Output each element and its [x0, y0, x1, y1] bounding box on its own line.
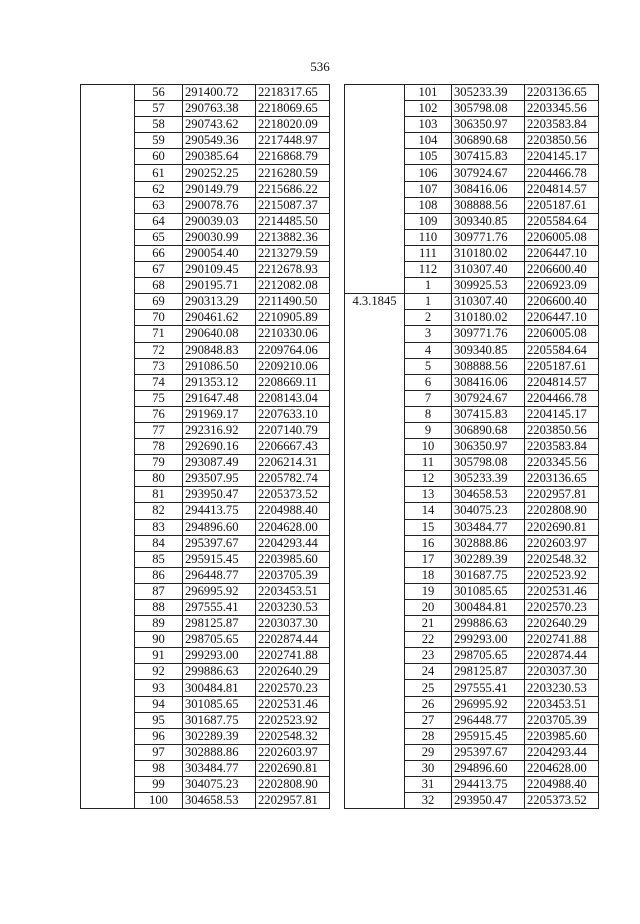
y-coordinate: 2204628.00: [525, 760, 599, 776]
x-coordinate: 293950.47: [452, 793, 525, 809]
point-number: 59: [135, 133, 183, 149]
y-coordinate: 2206600.40: [525, 262, 599, 278]
point-number: 29: [405, 744, 452, 760]
point-number: 1: [405, 294, 452, 310]
point-number: 31: [405, 777, 452, 793]
y-coordinate: 2203850.56: [525, 133, 599, 149]
point-number: 24: [405, 664, 452, 680]
x-coordinate: 299293.00: [452, 632, 525, 648]
point-number: 74: [135, 374, 183, 390]
x-coordinate: 301085.65: [452, 583, 525, 599]
table-row: [345, 294, 599, 310]
y-coordinate: 2202874.44: [525, 648, 599, 664]
point-number: 56: [135, 85, 183, 101]
point-number: 6: [405, 374, 452, 390]
coordinates-table-left: [80, 84, 330, 809]
point-number: 92: [135, 664, 183, 680]
y-coordinate: 2218020.09: [256, 117, 330, 133]
x-coordinate: 309925.53: [452, 278, 525, 294]
point-number: 81: [135, 487, 183, 503]
point-number: 4: [405, 342, 452, 358]
y-coordinate: 2204466.78: [525, 390, 599, 406]
x-coordinate: 309771.76: [452, 326, 525, 342]
y-coordinate: 2203230.53: [525, 680, 599, 696]
y-coordinate: 2216280.59: [256, 165, 330, 181]
point-number: 68: [135, 278, 183, 294]
y-coordinate: 2213279.59: [256, 245, 330, 261]
x-coordinate: 290149.79: [183, 181, 256, 197]
y-coordinate: 2204466.78: [525, 165, 599, 181]
point-number: 63: [135, 197, 183, 213]
right-table-body: [345, 85, 599, 809]
section-label-cell: [81, 85, 135, 809]
x-coordinate: 290054.40: [183, 245, 256, 261]
x-coordinate: 300484.81: [452, 600, 525, 616]
y-coordinate: 2202603.97: [256, 744, 330, 760]
point-number: 73: [135, 358, 183, 374]
y-coordinate: 2204814.57: [525, 374, 599, 390]
point-number: 8: [405, 406, 452, 422]
point-number: 21: [405, 616, 452, 632]
point-number: 88: [135, 600, 183, 616]
y-coordinate: 2206447.10: [525, 245, 599, 261]
point-number: 79: [135, 455, 183, 471]
point-number: 16: [405, 535, 452, 551]
point-number: 80: [135, 471, 183, 487]
x-coordinate: 302289.39: [452, 551, 525, 567]
y-coordinate: 2202690.81: [256, 760, 330, 776]
x-coordinate: 304658.53: [183, 793, 256, 809]
x-coordinate: 290549.36: [183, 133, 256, 149]
coordinates-table-right: [344, 84, 599, 809]
point-number: 75: [135, 390, 183, 406]
y-coordinate: 2217448.97: [256, 133, 330, 149]
y-coordinate: 2202548.32: [525, 551, 599, 567]
point-number: 69: [135, 294, 183, 310]
x-coordinate: 290763.38: [183, 101, 256, 117]
x-coordinate: 298125.87: [183, 616, 256, 632]
y-coordinate: 2210330.06: [256, 326, 330, 342]
y-coordinate: 2203705.39: [525, 712, 599, 728]
y-coordinate: 2202808.90: [256, 777, 330, 793]
y-coordinate: 2203136.65: [525, 471, 599, 487]
y-coordinate: 2206923.09: [525, 278, 599, 294]
x-coordinate: 294413.75: [183, 503, 256, 519]
x-coordinate: 290313.29: [183, 294, 256, 310]
x-coordinate: 291353.12: [183, 374, 256, 390]
point-number: 99: [135, 777, 183, 793]
y-coordinate: 2205373.52: [525, 793, 599, 809]
y-coordinate: 2215686.22: [256, 181, 330, 197]
x-coordinate: 301687.75: [452, 567, 525, 583]
point-number: 11: [405, 455, 452, 471]
y-coordinate: 2202741.88: [256, 648, 330, 664]
y-coordinate: 2216868.79: [256, 149, 330, 165]
point-number: 112: [405, 262, 452, 278]
left-table-body: [81, 85, 330, 809]
point-number: 17: [405, 551, 452, 567]
x-coordinate: 306350.97: [452, 439, 525, 455]
point-number: 23: [405, 648, 452, 664]
y-coordinate: 2202957.81: [525, 487, 599, 503]
x-coordinate: 302888.86: [183, 744, 256, 760]
x-coordinate: 307415.83: [452, 406, 525, 422]
x-coordinate: 295915.45: [452, 728, 525, 744]
y-coordinate: 2202548.32: [256, 728, 330, 744]
point-number: 89: [135, 616, 183, 632]
y-coordinate: 2213882.36: [256, 229, 330, 245]
x-coordinate: 309340.85: [452, 342, 525, 358]
x-coordinate: 307924.67: [452, 390, 525, 406]
y-coordinate: 2203345.56: [525, 455, 599, 471]
point-number: 82: [135, 503, 183, 519]
table-row: [345, 85, 599, 101]
point-number: 108: [405, 197, 452, 213]
point-number: 10: [405, 439, 452, 455]
x-coordinate: 293087.49: [183, 455, 256, 471]
x-coordinate: 296448.77: [183, 567, 256, 583]
y-coordinate: 2203583.84: [525, 117, 599, 133]
x-coordinate: 290252.25: [183, 165, 256, 181]
y-coordinate: 2211490.50: [256, 294, 330, 310]
x-coordinate: 299886.63: [452, 616, 525, 632]
y-coordinate: 2205373.52: [256, 487, 330, 503]
point-number: 110: [405, 229, 452, 245]
point-number: 96: [135, 728, 183, 744]
point-number: 14: [405, 503, 452, 519]
point-number: 28: [405, 728, 452, 744]
point-number: 87: [135, 583, 183, 599]
y-coordinate: 2202957.81: [256, 793, 330, 809]
x-coordinate: 310307.40: [452, 294, 525, 310]
section-label-cell: [345, 85, 405, 294]
y-coordinate: 2205187.61: [525, 358, 599, 374]
y-coordinate: 2203453.51: [525, 696, 599, 712]
x-coordinate: 295397.67: [183, 535, 256, 551]
point-number: 84: [135, 535, 183, 551]
x-coordinate: 298125.87: [452, 664, 525, 680]
y-coordinate: 2202570.23: [256, 680, 330, 696]
x-coordinate: 299293.00: [183, 648, 256, 664]
x-coordinate: 301687.75: [183, 712, 256, 728]
x-coordinate: 305233.39: [452, 471, 525, 487]
y-coordinate: 2204293.44: [525, 744, 599, 760]
y-coordinate: 2203453.51: [256, 583, 330, 599]
point-number: 93: [135, 680, 183, 696]
x-coordinate: 291086.50: [183, 358, 256, 374]
y-coordinate: 2202690.81: [525, 519, 599, 535]
x-coordinate: 300484.81: [183, 680, 256, 696]
x-coordinate: 291969.17: [183, 406, 256, 422]
y-coordinate: 2218069.65: [256, 101, 330, 117]
x-coordinate: 309771.76: [452, 229, 525, 245]
point-number: 18: [405, 567, 452, 583]
y-coordinate: 2202741.88: [525, 632, 599, 648]
x-coordinate: 290385.64: [183, 149, 256, 165]
y-coordinate: 2203345.56: [525, 101, 599, 117]
x-coordinate: 291647.48: [183, 390, 256, 406]
y-coordinate: 2208669.11: [256, 374, 330, 390]
x-coordinate: 293950.47: [183, 487, 256, 503]
x-coordinate: 290743.62: [183, 117, 256, 133]
point-number: 72: [135, 342, 183, 358]
point-number: 26: [405, 696, 452, 712]
x-coordinate: 309340.85: [452, 213, 525, 229]
point-number: 100: [135, 793, 183, 809]
point-number: 97: [135, 744, 183, 760]
y-coordinate: 2212082.08: [256, 278, 330, 294]
y-coordinate: 2212678.93: [256, 262, 330, 278]
y-coordinate: 2202523.92: [525, 567, 599, 583]
y-coordinate: 2204145.17: [525, 149, 599, 165]
x-coordinate: 291400.72: [183, 85, 256, 101]
point-number: 78: [135, 439, 183, 455]
point-number: 9: [405, 422, 452, 438]
point-number: 30: [405, 760, 452, 776]
point-number: 60: [135, 149, 183, 165]
point-number: 98: [135, 760, 183, 776]
y-coordinate: 2204814.57: [525, 181, 599, 197]
x-coordinate: 302289.39: [183, 728, 256, 744]
x-coordinate: 303484.77: [183, 760, 256, 776]
x-coordinate: 301085.65: [183, 696, 256, 712]
x-coordinate: 296448.77: [452, 712, 525, 728]
y-coordinate: 2203985.60: [525, 728, 599, 744]
point-number: 19: [405, 583, 452, 599]
y-coordinate: 2206667.43: [256, 439, 330, 455]
x-coordinate: 290848.83: [183, 342, 256, 358]
y-coordinate: 2210905.89: [256, 310, 330, 326]
point-number: 83: [135, 519, 183, 535]
x-coordinate: 295397.67: [452, 744, 525, 760]
point-number: 2: [405, 310, 452, 326]
x-coordinate: 296995.92: [452, 696, 525, 712]
x-coordinate: 299886.63: [183, 664, 256, 680]
y-coordinate: 2202640.29: [256, 664, 330, 680]
y-coordinate: 2202874.44: [256, 632, 330, 648]
x-coordinate: 304075.23: [183, 777, 256, 793]
x-coordinate: 293507.95: [183, 471, 256, 487]
y-coordinate: 2202808.90: [525, 503, 599, 519]
point-number: 20: [405, 600, 452, 616]
point-number: 13: [405, 487, 452, 503]
y-coordinate: 2207633.10: [256, 406, 330, 422]
x-coordinate: 306350.97: [452, 117, 525, 133]
point-number: 77: [135, 422, 183, 438]
y-coordinate: 2209764.06: [256, 342, 330, 358]
x-coordinate: 308416.06: [452, 181, 525, 197]
y-coordinate: 2203850.56: [525, 422, 599, 438]
y-coordinate: 2205187.61: [525, 197, 599, 213]
x-coordinate: 290109.45: [183, 262, 256, 278]
x-coordinate: 290078.76: [183, 197, 256, 213]
x-coordinate: 303484.77: [452, 519, 525, 535]
point-number: 57: [135, 101, 183, 117]
point-number: 3: [405, 326, 452, 342]
point-number: 65: [135, 229, 183, 245]
x-coordinate: 310307.40: [452, 262, 525, 278]
y-coordinate: 2204293.44: [256, 535, 330, 551]
x-coordinate: 305798.08: [452, 101, 525, 117]
y-coordinate: 2205782.74: [256, 471, 330, 487]
point-number: 109: [405, 213, 452, 229]
x-coordinate: 307415.83: [452, 149, 525, 165]
x-coordinate: 310180.02: [452, 245, 525, 261]
y-coordinate: 2204628.00: [256, 519, 330, 535]
point-number: 66: [135, 245, 183, 261]
y-coordinate: 2202603.97: [525, 535, 599, 551]
point-number: 91: [135, 648, 183, 664]
x-coordinate: 290195.71: [183, 278, 256, 294]
y-coordinate: 2203037.30: [256, 616, 330, 632]
y-coordinate: 2206447.10: [525, 310, 599, 326]
point-number: 7: [405, 390, 452, 406]
y-coordinate: 2203136.65: [525, 85, 599, 101]
x-coordinate: 308888.56: [452, 197, 525, 213]
point-number: 12: [405, 471, 452, 487]
point-number: 1: [405, 278, 452, 294]
y-coordinate: 2208143.04: [256, 390, 330, 406]
y-coordinate: 2206005.08: [525, 229, 599, 245]
y-coordinate: 2206214.31: [256, 455, 330, 471]
point-number: 70: [135, 310, 183, 326]
y-coordinate: 2204145.17: [525, 406, 599, 422]
point-number: 111: [405, 245, 452, 261]
point-number: 27: [405, 712, 452, 728]
x-coordinate: 290640.08: [183, 326, 256, 342]
y-coordinate: 2204988.40: [256, 503, 330, 519]
y-coordinate: 2202523.92: [256, 712, 330, 728]
x-coordinate: 306890.68: [452, 422, 525, 438]
section-label: 4.3.1845: [345, 294, 405, 809]
point-number: 5: [405, 358, 452, 374]
y-coordinate: 2207140.79: [256, 422, 330, 438]
y-coordinate: 2202531.46: [256, 696, 330, 712]
point-number: 95: [135, 712, 183, 728]
y-coordinate: 2206600.40: [525, 294, 599, 310]
y-coordinate: 2206005.08: [525, 326, 599, 342]
x-coordinate: 292316.92: [183, 422, 256, 438]
x-coordinate: 290039.03: [183, 213, 256, 229]
point-number: 90: [135, 632, 183, 648]
x-coordinate: 307924.67: [452, 165, 525, 181]
y-coordinate: 2205584.64: [525, 342, 599, 358]
x-coordinate: 306890.68: [452, 133, 525, 149]
x-coordinate: 294413.75: [452, 777, 525, 793]
x-coordinate: 305798.08: [452, 455, 525, 471]
point-number: 58: [135, 117, 183, 133]
y-coordinate: 2202570.23: [525, 600, 599, 616]
x-coordinate: 290030.99: [183, 229, 256, 245]
point-number: 105: [405, 149, 452, 165]
x-coordinate: 298705.65: [452, 648, 525, 664]
y-coordinate: 2218317.65: [256, 85, 330, 101]
x-coordinate: 296995.92: [183, 583, 256, 599]
y-coordinate: 2202640.29: [525, 616, 599, 632]
point-number: 94: [135, 696, 183, 712]
y-coordinate: 2204988.40: [525, 777, 599, 793]
point-number: 106: [405, 165, 452, 181]
point-number: 85: [135, 551, 183, 567]
point-number: 32: [405, 793, 452, 809]
y-coordinate: 2203705.39: [256, 567, 330, 583]
point-number: 103: [405, 117, 452, 133]
point-number: 101: [405, 85, 452, 101]
point-number: 104: [405, 133, 452, 149]
point-number: 25: [405, 680, 452, 696]
x-coordinate: 310180.02: [452, 310, 525, 326]
point-number: 15: [405, 519, 452, 535]
table-row: [81, 85, 330, 101]
page-number: 536: [310, 59, 330, 74]
x-coordinate: 292690.16: [183, 439, 256, 455]
y-coordinate: 2202531.46: [525, 583, 599, 599]
point-number: 76: [135, 406, 183, 422]
x-coordinate: 302888.86: [452, 535, 525, 551]
y-coordinate: 2203985.60: [256, 551, 330, 567]
x-coordinate: 290461.62: [183, 310, 256, 326]
x-coordinate: 298705.65: [183, 632, 256, 648]
x-coordinate: 297555.41: [452, 680, 525, 696]
x-coordinate: 297555.41: [183, 600, 256, 616]
x-coordinate: 308888.56: [452, 358, 525, 374]
x-coordinate: 295915.45: [183, 551, 256, 567]
point-number: 86: [135, 567, 183, 583]
y-coordinate: 2203230.53: [256, 600, 330, 616]
x-coordinate: 304658.53: [452, 487, 525, 503]
x-coordinate: 294896.60: [183, 519, 256, 535]
y-coordinate: 2205584.64: [525, 213, 599, 229]
y-coordinate: 2209210.06: [256, 358, 330, 374]
x-coordinate: 304075.23: [452, 503, 525, 519]
x-coordinate: 305233.39: [452, 85, 525, 101]
x-coordinate: 294896.60: [452, 760, 525, 776]
point-number: 22: [405, 632, 452, 648]
x-coordinate: 308416.06: [452, 374, 525, 390]
point-number: 102: [405, 101, 452, 117]
point-number: 107: [405, 181, 452, 197]
y-coordinate: 2203037.30: [525, 664, 599, 680]
y-coordinate: 2203583.84: [525, 439, 599, 455]
point-number: 67: [135, 262, 183, 278]
y-coordinate: 2214485.50: [256, 213, 330, 229]
point-number: 62: [135, 181, 183, 197]
point-number: 64: [135, 213, 183, 229]
point-number: 71: [135, 326, 183, 342]
y-coordinate: 2215087.37: [256, 197, 330, 213]
point-number: 61: [135, 165, 183, 181]
